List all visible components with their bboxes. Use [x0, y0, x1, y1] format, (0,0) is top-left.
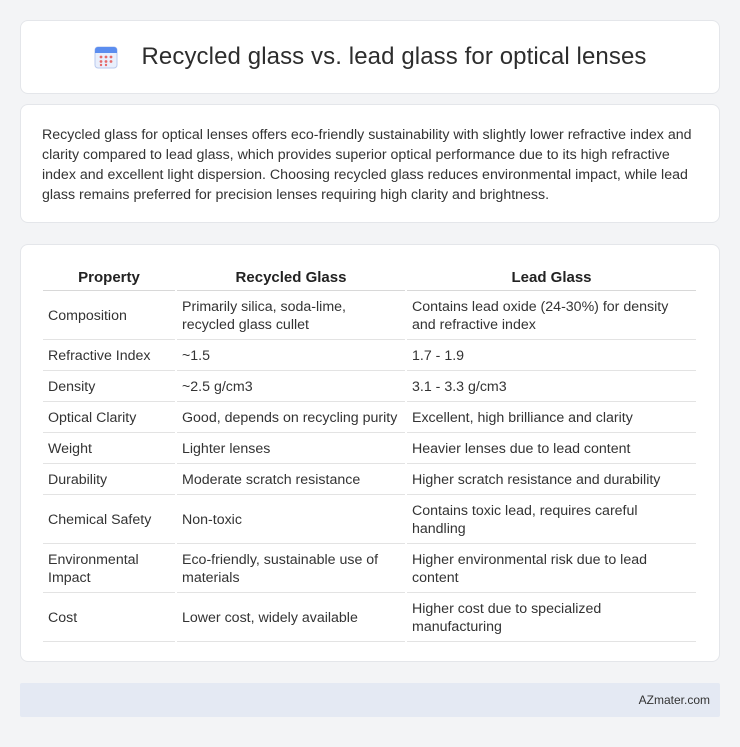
comparison-card	[20, 244, 720, 662]
recycled-glass-cell: Primarily silica, soda-lime, recycled glass cullet	[177, 293, 405, 340]
lead-glass-cell: Heavier lenses due to lead content	[407, 435, 696, 464]
table-row	[43, 497, 696, 544]
property-cell: Density	[43, 373, 175, 402]
property-cell: Durability	[43, 466, 175, 495]
lead-glass-cell: 1.7 - 1.9	[407, 342, 696, 371]
page-title: Recycled glass vs. lead glass for optical lenses	[141, 43, 647, 70]
lead-glass-cell: Contains toxic lead, requires careful handling	[407, 497, 696, 544]
recycled-glass-cell: Moderate scratch resistance	[177, 466, 405, 495]
table-row	[43, 435, 696, 464]
property-cell: Chemical Safety	[43, 497, 175, 544]
recycled-glass-cell: ~1.5	[177, 342, 405, 371]
footer-bar	[20, 683, 720, 717]
lead-glass-cell: Higher cost due to specialized manufacturing	[407, 595, 696, 642]
table-header-row	[43, 265, 696, 291]
recycled-glass-cell: Lighter lenses	[177, 435, 405, 464]
property-cell: Composition	[43, 293, 175, 340]
table-row	[43, 342, 696, 371]
property-cell: Optical Clarity	[43, 404, 175, 433]
summary-text: Recycled glass for optical lenses offers eco-friendly sustainability with slightly lower refractive index and clarity compared to lead glass, which provides superior optical performance due to its high refractive index and excellent light dispersion. Choosing recycled glass reduces environmental impact, while lead glass remains preferred for precision lenses requiring high clarity and brightness.	[42, 127, 692, 203]
recycled-glass-cell: Eco-friendly, sustainable use of materials	[177, 546, 405, 593]
table-row	[43, 546, 696, 593]
property-cell: Cost	[43, 595, 175, 642]
table-row	[43, 293, 696, 340]
lead-glass-cell: Higher scratch resistance and durability	[407, 466, 696, 495]
lead-glass-cell: 3.1 - 3.3 g/cm3	[407, 373, 696, 402]
lead-glass-cell: Higher environmental risk due to lead content	[407, 546, 696, 593]
title-card	[20, 20, 720, 94]
table-row	[43, 373, 696, 402]
comparison-table	[41, 263, 698, 644]
column-header-lead-glass: Lead Glass	[407, 265, 696, 291]
property-cell: Refractive Index	[43, 342, 175, 371]
property-cell: Environmental Impact	[43, 546, 175, 593]
footer-brand[interactable]: AZmater.com	[638, 693, 710, 707]
summary-card	[20, 104, 720, 223]
lead-glass-cell: Contains lead oxide (24-30%) for density and refractive index	[407, 293, 696, 340]
property-cell: Weight	[43, 435, 175, 464]
recycled-glass-cell: ~2.5 g/cm3	[177, 373, 405, 402]
recycled-glass-cell: Lower cost, widely available	[177, 595, 405, 642]
table-row	[43, 595, 696, 642]
column-header-property: Property	[43, 265, 175, 291]
table-row	[43, 404, 696, 433]
lead-glass-cell: Excellent, high brilliance and clarity	[407, 404, 696, 433]
table-row	[43, 466, 696, 495]
column-header-recycled-glass: Recycled Glass	[177, 265, 405, 291]
calendar-icon	[93, 44, 119, 70]
recycled-glass-cell: Good, depends on recycling purity	[177, 404, 405, 433]
recycled-glass-cell: Non-toxic	[177, 497, 405, 544]
